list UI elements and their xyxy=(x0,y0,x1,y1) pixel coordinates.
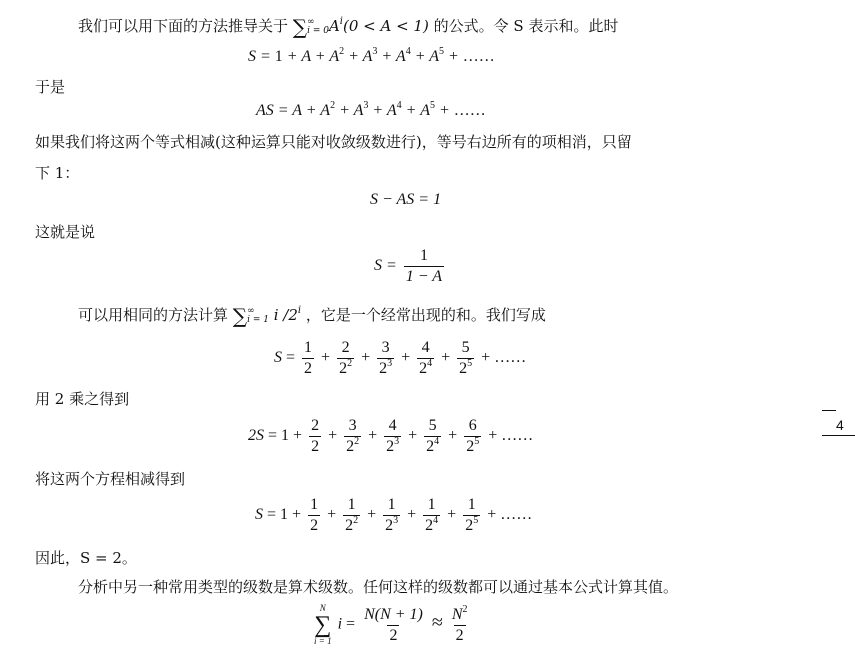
sum2-lower: i = 1 xyxy=(247,315,269,325)
equation-7: S = 1 + $\frac{1}{2}$ + $\frac{1}{2^2}$ + $\frac{1}{2^3}$ + $\frac{1}{2^4}$ + $\frac{1}{2^5}$ + …… xyxy=(255,496,533,534)
eq7-tail: …… xyxy=(500,506,533,524)
eq5-den-exp-4: 5 xyxy=(467,358,473,369)
eq1-term-4: A xyxy=(395,48,406,65)
eq7-lhs: S xyxy=(255,506,263,524)
para-1-text-post: 的公式。令 S 表示和。此时 xyxy=(433,17,619,35)
equation-3: S − AS = 1 xyxy=(370,191,442,208)
eq7-frac-4 xyxy=(463,497,480,534)
eq6-tail: …… xyxy=(501,427,534,445)
eq7-num-1: 1 xyxy=(347,496,356,513)
sum-symbol: ∑ xyxy=(292,15,308,39)
eq5-den-3: 2 xyxy=(419,360,428,377)
eq2-term-4: A xyxy=(420,102,430,119)
eq4-num: 1 xyxy=(419,247,428,264)
eq2-term-2: A xyxy=(353,102,364,119)
eq6-den-exp-2: 3 xyxy=(394,436,400,447)
sum2-upper: ∞ xyxy=(247,306,255,316)
para-1-text-pre: 我们可以用下面的方法推导关于 xyxy=(78,17,289,35)
eq1-exp-5: 5 xyxy=(438,46,444,57)
eq6-frac-2 xyxy=(384,418,401,455)
eq5-num-2: 3 xyxy=(381,339,390,356)
eq7-den-2: 2 xyxy=(385,517,394,534)
eq1-exp-3: 3 xyxy=(372,46,378,57)
eq6-num-1: 3 xyxy=(348,417,357,434)
margin-page-number: 4 xyxy=(836,417,844,433)
para-5-text-post: ，它是一个经常出现的和。我们写成 xyxy=(305,306,546,324)
para-3a: 如果我们将这两个等式相减(这种运算只能对收敛级数进行)，等号右边所有的项相消，只留 xyxy=(35,133,632,151)
sum-condition: (0 < A < 1) xyxy=(343,17,429,35)
equation-4: S = $\frac{1}{1 - A}$ xyxy=(374,247,443,285)
eq5-den-exp-3: 4 xyxy=(427,358,433,369)
eq4-den: 1 − A xyxy=(405,268,443,285)
eq1-tail: …… xyxy=(462,48,495,65)
eq6-den-exp-1: 2 xyxy=(354,436,360,447)
eq5-frac-0 xyxy=(302,340,314,377)
para-3b: 下 1： xyxy=(35,164,80,182)
equation-1: $S = 1 + A + A^2 + A^3 + A^4 + A^5$ + …… xyxy=(248,46,495,65)
eq5-frac-2 xyxy=(377,340,394,377)
eq2-term-3: A xyxy=(386,102,397,119)
eq5-num-4: 5 xyxy=(461,339,470,356)
margin-page-mark xyxy=(822,410,855,436)
para-7: 将这两个方程相减得到 xyxy=(35,470,186,488)
eq1-term-1: A xyxy=(301,48,311,65)
eq7-frac-1 xyxy=(343,497,360,534)
para-2: 于是 xyxy=(35,78,66,96)
equation-5: S = $\frac{1}{2}$ + $\frac{2}{2^2}$ + $\frac{3}{2^3}$ + $\frac{4}{2^4}$ + $\frac{5}{2^5}$ + …… xyxy=(274,339,527,377)
para-5 xyxy=(78,306,546,326)
equation-6: 2S = 1 + $\frac{2}{2}$ + $\frac{3}{2^2}$ + $\frac{4}{2^3}$ + $\frac{5}{2^4}$ + $\frac{6}{2^5}$ + …… xyxy=(248,417,534,455)
eq7-den-exp-2: 3 xyxy=(393,515,399,526)
eq1-term-2: A xyxy=(329,48,340,65)
eq7-den-exp-1: 2 xyxy=(353,515,359,526)
sum-symbol-2: ∑ xyxy=(232,304,248,328)
eq2-tail: …… xyxy=(453,102,486,119)
para-4: 这就是说 xyxy=(35,223,96,241)
eq7-frac-2 xyxy=(383,497,400,534)
equation-8: N ∑ i = 1 i = $\frac{N(N + 1)}{2}$ ≈ $\frac{N^2}{2}$ xyxy=(314,603,468,646)
eq5-den-1: 2 xyxy=(339,360,348,377)
eq6-frac-3 xyxy=(424,418,441,455)
eq2-term-0: A xyxy=(292,102,302,119)
eq7-lead: 1 xyxy=(280,506,289,524)
eq1-exp-4: 4 xyxy=(405,46,411,57)
eq5-num-0: 1 xyxy=(304,339,313,356)
eq7-frac-0 xyxy=(308,497,320,534)
eq6-den-0: 2 xyxy=(311,438,320,455)
eq8-den2: 2 xyxy=(455,626,464,644)
eq6-frac-4 xyxy=(464,418,481,455)
eq5-frac-4 xyxy=(457,340,474,377)
para-9: 分析中另一种常用类型的级数是算术级数。任何这样的级数都可以通过基本公式计算其值。 xyxy=(78,578,679,596)
eq8-sum-upper: N xyxy=(319,603,326,613)
eq2-exp-2: 3 xyxy=(363,100,369,111)
eq8-sum-symbol: ∑ xyxy=(314,612,332,638)
eq7-num-2: 1 xyxy=(387,496,396,513)
sum-lower: i = 0 xyxy=(307,26,329,36)
eq2-lhs: AS xyxy=(256,102,274,119)
eq6-num-0: 2 xyxy=(311,417,320,434)
eq8-num2-exp: 2 xyxy=(462,603,468,615)
eq6-den-3: 2 xyxy=(426,438,435,455)
eq1-term-0: 1 xyxy=(274,48,283,65)
para-8: 因此，S = 2。 xyxy=(35,549,137,567)
equation-2: AS = $A + A^2 + A^3 + A^4 + A^5$ + …… xyxy=(256,100,486,119)
eq8-frac-2 xyxy=(450,603,470,644)
eq5-tail: …… xyxy=(494,349,527,367)
para-1 xyxy=(78,17,618,37)
eq5-frac-1 xyxy=(337,340,354,377)
eq5-num-3: 4 xyxy=(421,339,430,356)
eq7-den-3: 2 xyxy=(425,517,434,534)
eq8-sum xyxy=(314,604,332,646)
eq6-num-2: 4 xyxy=(388,417,397,434)
para-5-text-pre: 可以用相同的方法计算 xyxy=(78,306,229,324)
eq1-term-5: A xyxy=(429,48,439,65)
eq6-lhs: 2S xyxy=(248,427,264,445)
eq6-num-3: 5 xyxy=(428,417,437,434)
eq5-den-exp-2: 3 xyxy=(387,358,393,369)
eq8-var: i xyxy=(337,615,343,633)
eq1-lhs: S xyxy=(248,48,256,65)
eq7-num-0: 1 xyxy=(310,496,319,513)
margin-rule-bottom xyxy=(822,435,855,436)
eq7-num-4: 1 xyxy=(467,496,476,513)
eq8-sum-lower: i = 1 xyxy=(314,636,332,646)
eq5-den-4: 2 xyxy=(459,360,468,377)
eq6-den-2: 2 xyxy=(386,438,395,455)
sum2-term: i /2 xyxy=(273,306,298,324)
eq6-den-exp-3: 4 xyxy=(434,436,440,447)
eq7-num-3: 1 xyxy=(427,496,436,513)
sum-term: A xyxy=(328,17,340,35)
eq8-num2: N xyxy=(451,605,463,623)
eq5-lhs: S xyxy=(274,349,282,367)
eq7-den-exp-4: 5 xyxy=(473,515,479,526)
eq6-lead: 1 xyxy=(281,427,290,445)
eq1-term-3: A xyxy=(362,48,373,65)
eq4-fraction xyxy=(404,248,444,285)
eq7-den-0: 2 xyxy=(310,517,319,534)
eq5-frac-3 xyxy=(417,340,434,377)
eq2-exp-4: 5 xyxy=(429,100,435,111)
eq6-frac-0 xyxy=(309,418,321,455)
eq7-den-1: 2 xyxy=(345,517,354,534)
eq7-den-4: 2 xyxy=(465,517,474,534)
margin-rule xyxy=(822,410,836,411)
eq1-exp-2: 2 xyxy=(339,46,345,57)
eq6-num-4: 6 xyxy=(468,417,477,434)
sum-upper: ∞ xyxy=(307,17,315,27)
eq6-den-exp-4: 5 xyxy=(474,436,480,447)
eq2-exp-3: 4 xyxy=(396,100,402,111)
eq5-num-1: 2 xyxy=(341,339,350,356)
eq4-lhs: S xyxy=(374,257,382,275)
eq6-frac-1 xyxy=(344,418,361,455)
eq6-den-4: 2 xyxy=(466,438,475,455)
eq5-den-2: 2 xyxy=(379,360,388,377)
para-6: 用 2 乘之得到 xyxy=(35,390,130,408)
eq5-den-exp-1: 2 xyxy=(347,358,353,369)
eq8-num: N(N + 1) xyxy=(364,605,423,623)
eq2-exp-1: 2 xyxy=(330,100,336,111)
eq6-den-1: 2 xyxy=(346,438,355,455)
sum2-term-exp: i xyxy=(297,305,302,316)
sum-term-exp: i xyxy=(339,16,343,27)
eq8-frac-1 xyxy=(362,607,425,644)
eq7-den-exp-3: 4 xyxy=(433,515,439,526)
eq8-approx: ≈ xyxy=(431,611,443,634)
eq8-den: 2 xyxy=(389,626,398,644)
eq2-term-1: A xyxy=(320,102,331,119)
eq7-frac-3 xyxy=(423,497,440,534)
eq5-den-0: 2 xyxy=(304,360,313,377)
